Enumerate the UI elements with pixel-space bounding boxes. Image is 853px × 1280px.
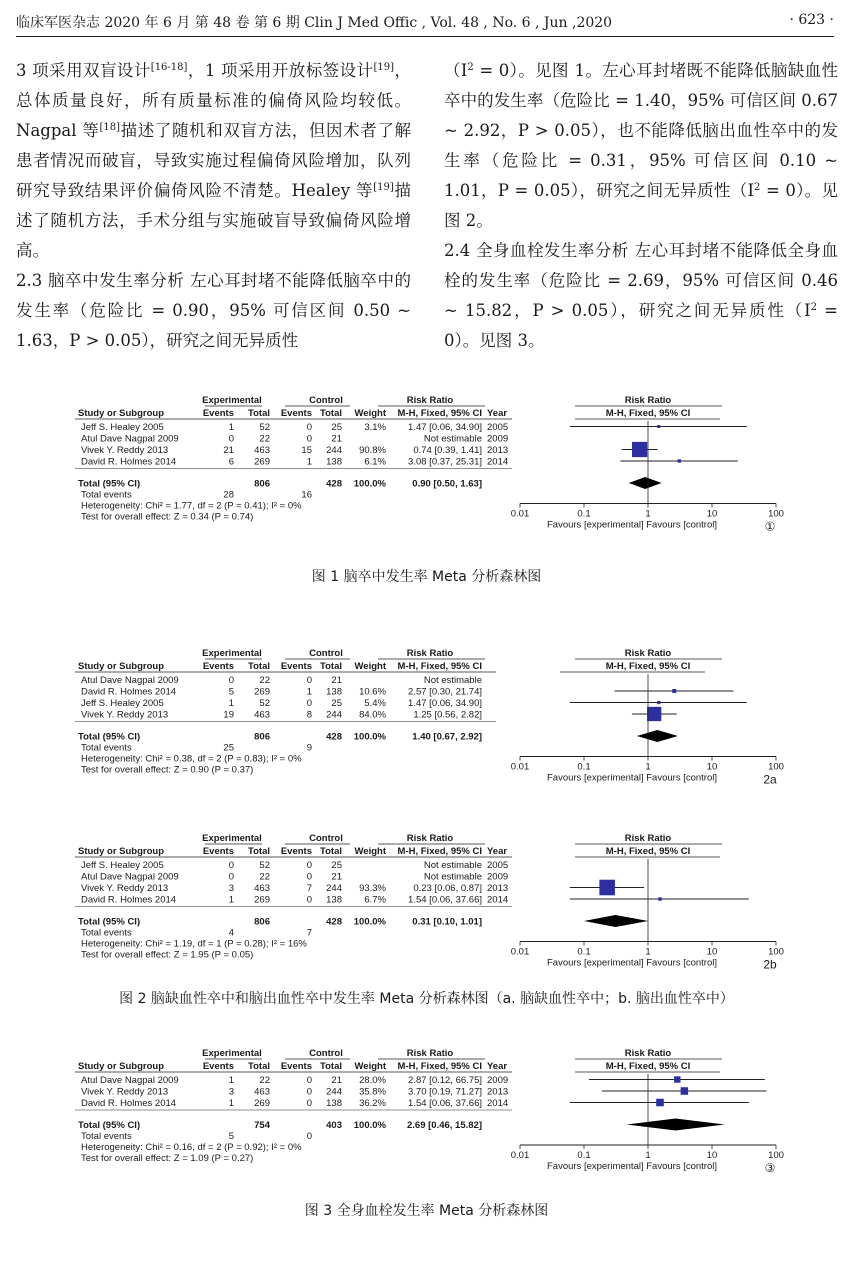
- risk-ratio-ci: Not estimable: [423, 860, 482, 871]
- ctl-events: 7: [306, 883, 312, 894]
- risk-ratio-header: Risk Ratio: [406, 833, 454, 844]
- ctl-total: 244: [326, 1086, 342, 1098]
- exp-events: 1: [228, 1075, 234, 1086]
- exp-total: 463: [254, 883, 270, 894]
- forest-plot-2b: [0, 830, 853, 985]
- forest-plot-3: [0, 1045, 853, 1195]
- total-ctl-events: 7: [306, 927, 312, 939]
- summary-diamond: [584, 915, 648, 927]
- ctl-total: 244: [326, 883, 342, 894]
- page-number: · 623 ·: [789, 12, 834, 28]
- point-estimate: [681, 1087, 689, 1095]
- paragraph: [444, 56, 838, 236]
- weight-column-header: Weight: [354, 846, 386, 857]
- total-exp-events: 4: [228, 927, 234, 939]
- x-tick-label: 10: [706, 761, 718, 773]
- total-column-header: Total: [320, 846, 342, 857]
- risk-ratio-header: Risk Ratio: [624, 395, 672, 406]
- ctl-events: 0: [306, 433, 312, 445]
- exp-events: 1: [228, 422, 234, 433]
- favours-label: Favours [experimental] Favours [control]: [546, 519, 718, 531]
- risk-ratio-header: Risk Ratio: [406, 648, 454, 659]
- total-column-header: Total: [320, 1061, 342, 1072]
- heterogeneity-stat: Heterogeneity: Chi² = 1.19, df = 1 (P = 0.28); I² = 16%: [81, 938, 307, 950]
- exp-total: 22: [259, 871, 270, 883]
- year-column-header: Year: [487, 1061, 508, 1072]
- ctl-events: 1: [306, 686, 312, 698]
- events-column-header: Events: [280, 846, 312, 857]
- risk-ratio-ci: Not estimable: [423, 871, 482, 883]
- ctl-total: 21: [331, 871, 342, 883]
- risk-ratio-ci: 1.47 [0.06, 34.90]: [408, 422, 482, 433]
- overall-effect-stat: Test for overall effect: Z = 0.90 (P = 0.37): [81, 764, 254, 776]
- text-span: 3 项采用双盲设计: [16, 61, 151, 80]
- study-weight: 10.6%: [359, 686, 386, 698]
- forest-plot-2a-svg: [0, 645, 853, 805]
- point-estimate: [599, 880, 615, 896]
- risk-ratio-ci: Not estimable: [423, 675, 482, 686]
- events-column-header: Events: [280, 661, 312, 672]
- x-tick-label: 10: [706, 508, 718, 520]
- page-header: [16, 12, 834, 32]
- weight-column-header: Weight: [354, 661, 386, 672]
- study-weight: 28.0%: [359, 1075, 386, 1086]
- study-name: Vivek Y. Reddy 2013: [81, 445, 169, 456]
- total-events-label: Total events: [81, 927, 132, 939]
- study-year: 2009: [487, 871, 509, 883]
- exp-events: 3: [228, 883, 234, 894]
- ctl-events: 15: [301, 445, 312, 456]
- x-tick-label: 0.1: [577, 1150, 591, 1161]
- study-year: 2009: [487, 433, 509, 445]
- method-column-header: M-H, Fixed, 95% CI: [605, 1061, 691, 1072]
- weight-column-header: Weight: [354, 408, 386, 419]
- total-column-header: Total: [248, 846, 270, 857]
- exp-total: 269: [254, 894, 270, 906]
- study-year: 2005: [487, 422, 509, 433]
- risk-ratio-ci: 2.57 [0.30, 21.74]: [408, 686, 482, 698]
- risk-ratio-header: Risk Ratio: [406, 1048, 454, 1059]
- ctl-total-sum: 428: [326, 478, 342, 490]
- panel-label: 2b: [763, 957, 777, 972]
- study-name: Atul Dave Nagpal 2009: [81, 675, 179, 686]
- study-weight: 6.1%: [364, 456, 386, 468]
- control-header: Control: [309, 395, 343, 406]
- study-name: David R. Holmes 2014: [81, 1098, 177, 1109]
- forest-plot-2a: [0, 645, 853, 805]
- ctl-events: 0: [306, 860, 312, 871]
- overall-effect-stat: Test for overall effect: Z = 0.34 (P = 0.74): [81, 511, 254, 523]
- method-column-header: M-H, Fixed, 95% CI: [397, 846, 482, 857]
- control-header: Control: [309, 833, 343, 844]
- total-column-header: Total: [248, 1061, 270, 1072]
- risk-ratio-ci: 0.74 [0.39, 1.41]: [413, 445, 482, 456]
- forest-plot-1: [0, 392, 853, 562]
- ctl-events: 0: [306, 1075, 312, 1086]
- exp-events: 3: [228, 1086, 234, 1098]
- study-year: 2005: [487, 860, 509, 871]
- heterogeneity-stat: Heterogeneity: Chi² = 1.77, df = 2 (P = 0.41); I² = 0%: [81, 500, 302, 512]
- events-column-header: Events: [280, 1061, 312, 1072]
- total-exp-events: 28: [223, 489, 234, 501]
- ctl-total-sum: 428: [326, 916, 342, 928]
- summary-diamond: [626, 1119, 724, 1131]
- x-tick-label: 100: [768, 761, 784, 773]
- risk-ratio-ci: 3.08 [0.37, 25.31]: [408, 456, 482, 468]
- experimental-header: Experimental: [202, 833, 262, 844]
- study-name: Jeff S. Healey 2005: [81, 860, 164, 871]
- ctl-events: 0: [306, 675, 312, 686]
- x-tick-label: 100: [768, 1150, 784, 1161]
- heterogeneity-stat: Heterogeneity: Chi² = 0.38, df = 2 (P = 0.83); I² = 0%: [81, 753, 302, 765]
- total-label: Total (95% CI): [78, 478, 141, 490]
- risk-ratio-ci: 1.54 [0.06, 37.66]: [408, 1098, 482, 1109]
- text-span: = 0）。见图 1。左心耳封堵既不能降低脑缺血性卒中的发生率（危险比 = 1.40，95% 可信区间 0.67 ~ 2.92，P > 0.05），也不能降低脑出血性卒中的发生率（危险比 = 0.31，95% 可信区间 0.10 ~ 1.01，P = 0.05），研究之间无异质性（I: [444, 61, 838, 200]
- overall-effect-stat: Test for overall effect: Z = 1.09 (P = 0.27): [81, 1153, 254, 1164]
- summary-diamond: [629, 477, 662, 489]
- study-name: Atul Dave Nagpal 2009: [81, 871, 179, 883]
- total-column-header: Total: [248, 408, 270, 419]
- total-label: Total (95% CI): [78, 731, 141, 743]
- exp-total: 22: [259, 1075, 270, 1086]
- ctl-total: 138: [326, 1098, 342, 1109]
- panel-label: ③: [764, 1161, 776, 1175]
- exp-total: 269: [254, 456, 270, 468]
- study-name: Atul Dave Nagpal 2009: [81, 1075, 179, 1086]
- events-column-header: Events: [202, 846, 234, 857]
- study-year: 2014: [487, 894, 509, 906]
- study-column-header: Study or Subgroup: [78, 846, 165, 857]
- point-estimate: [674, 1076, 680, 1082]
- exp-total: 52: [259, 422, 270, 433]
- x-tick-label: 0.1: [577, 761, 591, 773]
- total-exp-events: 25: [223, 742, 234, 754]
- ctl-total: 21: [331, 675, 342, 686]
- forest-plot-2b-svg: [0, 830, 853, 985]
- study-year: 2013: [487, 1086, 509, 1098]
- header-rule: [16, 36, 834, 37]
- figure-3-caption: 图 3 全身血栓发生率 Meta 分析森林图: [304, 1203, 549, 1219]
- text-span: 描述了随机和双盲方法，但因术者了解患者情况而破盲，导致实施过程偏倚风险增加，队列研究导致结果评价偏倚风险不清楚。Healey 等: [16, 121, 412, 200]
- ctl-events: 8: [306, 709, 312, 721]
- events-column-header: Events: [202, 1061, 234, 1072]
- study-column-header: Study or Subgroup: [78, 1061, 165, 1072]
- text-span: = 0）。见图 2。: [444, 181, 838, 230]
- ctl-events: 0: [306, 871, 312, 883]
- risk-ratio-ci: 3.70 [0.19, 71.27]: [408, 1086, 482, 1098]
- text-span: （I: [444, 61, 468, 80]
- exp-events: 1: [228, 698, 234, 709]
- text-span: ，总体质量良好，所有质量标准的偏倚风险均较低。Nagpal 等: [16, 61, 411, 140]
- exp-events: 19: [223, 709, 234, 721]
- point-estimate: [632, 442, 647, 457]
- events-column-header: Events: [202, 661, 234, 672]
- figure-2-caption: 图 2 脑缺血性卒中和脑出血性卒中发生率 Meta 分析森林图（a. 脑缺血性卒中；b. 脑出血性卒中）: [119, 991, 734, 1007]
- paragraph: [16, 266, 411, 356]
- favours-label: Favours [experimental] Favours [control]: [546, 1161, 718, 1172]
- risk-ratio-header: Risk Ratio: [406, 395, 454, 406]
- x-tick-label: 1: [645, 946, 651, 958]
- study-column-header: Study or Subgroup: [78, 661, 165, 672]
- text-span: ，1 项采用开放标签设计: [187, 61, 374, 80]
- year-column-header: Year: [487, 846, 508, 857]
- x-tick-label: 10: [706, 1150, 718, 1161]
- paragraph: [16, 56, 411, 266]
- forest-plot-1-svg: [0, 392, 853, 562]
- events-column-header: Events: [280, 408, 312, 419]
- point-estimate: [678, 459, 681, 462]
- exp-total-sum: 754: [254, 1120, 270, 1131]
- study-weight: 90.8%: [359, 445, 386, 456]
- exp-total: 269: [254, 686, 270, 698]
- study-weight: 35.8%: [359, 1086, 386, 1098]
- ctl-total: 138: [326, 686, 342, 698]
- exp-events: 0: [228, 675, 234, 686]
- citation-superscript: [19]: [373, 62, 395, 73]
- method-column-header: M-H, Fixed, 95% CI: [605, 846, 691, 857]
- exp-events: 6: [228, 456, 234, 468]
- ctl-total: 21: [331, 1075, 342, 1086]
- method-column-header: M-H, Fixed, 95% CI: [397, 408, 482, 419]
- total-events-label: Total events: [81, 1131, 132, 1142]
- method-column-header: M-H, Fixed, 95% CI: [605, 661, 691, 672]
- ctl-total: 244: [326, 709, 342, 721]
- text-column-right: [444, 56, 838, 356]
- total-weight: 100.0%: [353, 478, 386, 490]
- x-tick-label: 0.1: [577, 508, 591, 520]
- ctl-total-sum: 428: [326, 731, 342, 743]
- ctl-events: 0: [306, 422, 312, 433]
- exp-total: 463: [254, 1086, 270, 1098]
- x-tick-label: 0.01: [510, 946, 530, 958]
- total-ctl-events: 0: [306, 1131, 312, 1142]
- study-column-header: Study or Subgroup: [78, 408, 165, 419]
- study-name: David R. Holmes 2014: [81, 686, 177, 698]
- total-column-header: Total: [320, 408, 342, 419]
- point-estimate: [672, 689, 676, 693]
- risk-ratio-header: Risk Ratio: [624, 648, 672, 659]
- ctl-total: 138: [326, 894, 342, 906]
- x-tick-label: 100: [768, 508, 784, 520]
- study-weight: 3.1%: [364, 422, 386, 433]
- exp-events: 21: [223, 445, 234, 456]
- exp-events: 0: [228, 860, 234, 871]
- point-estimate: [647, 707, 661, 721]
- risk-ratio-header: Risk Ratio: [624, 1048, 672, 1059]
- total-events-label: Total events: [81, 489, 132, 501]
- exp-total: 463: [254, 445, 270, 456]
- control-header: Control: [309, 648, 343, 659]
- control-header: Control: [309, 1048, 343, 1059]
- exp-events: 5: [228, 686, 234, 698]
- method-column-header: M-H, Fixed, 95% CI: [397, 661, 482, 672]
- x-tick-label: 1: [645, 761, 651, 773]
- exp-total: 463: [254, 709, 270, 721]
- ctl-total: 25: [331, 698, 342, 709]
- x-tick-label: 0.01: [510, 1150, 530, 1161]
- ctl-events: 0: [306, 698, 312, 709]
- study-name: Atul Dave Nagpal 2009: [81, 433, 179, 445]
- experimental-header: Experimental: [202, 648, 262, 659]
- ctl-events: 0: [306, 1086, 312, 1098]
- exp-total-sum: 806: [254, 916, 270, 928]
- study-name: David R. Holmes 2014: [81, 894, 177, 906]
- study-year: 2013: [487, 883, 509, 894]
- exp-total-sum: 806: [254, 731, 270, 743]
- study-name: Jeff S. Healey 2005: [81, 422, 164, 433]
- ctl-events: 0: [306, 1098, 312, 1109]
- x-tick-label: 10: [706, 946, 718, 958]
- citation-superscript: 2: [754, 182, 761, 193]
- exp-total: 269: [254, 1098, 270, 1109]
- total-ctl-events: 16: [301, 489, 312, 501]
- panel-label: 2a: [763, 772, 777, 787]
- study-name: Vivek Y. Reddy 2013: [81, 1086, 169, 1098]
- text-column-left: [16, 56, 411, 356]
- exp-events: 0: [228, 433, 234, 445]
- text-span: 描述了随机方法，手术分组与实施破盲导致偏倚风险增高。: [16, 181, 411, 260]
- year-column-header: Year: [487, 408, 508, 419]
- point-estimate: [658, 897, 661, 900]
- point-estimate: [657, 425, 660, 428]
- citation-superscript: 2: [467, 62, 474, 73]
- figure-1-caption: 图 1 脑卒中发生率 Meta 分析森林图: [311, 569, 542, 585]
- exp-total-sum: 806: [254, 478, 270, 490]
- text-span: 2.3 脑卒中发生率分析 左心耳封堵不能降低脑卒中的发生率（危险比 = 0.90，95% 可信区间 0.50 ~ 1.63，P > 0.05），研究之间无异质性: [16, 271, 411, 350]
- exp-events: 0: [228, 871, 234, 883]
- exp-total: 52: [259, 860, 270, 871]
- study-year: 2013: [487, 445, 509, 456]
- study-year: 2014: [487, 1098, 509, 1109]
- forest-plot-3-svg: [0, 1045, 853, 1195]
- point-estimate: [656, 1099, 664, 1107]
- experimental-header: Experimental: [202, 395, 262, 406]
- citation-superscript: [18]: [99, 122, 121, 133]
- study-year: 2014: [487, 456, 509, 468]
- favours-label: Favours [experimental] Favours [control]: [546, 957, 718, 969]
- study-weight: 6.7%: [364, 894, 386, 906]
- x-tick-label: 0.1: [577, 946, 591, 958]
- total-exp-events: 5: [228, 1131, 234, 1142]
- x-tick-label: 0.01: [510, 761, 530, 773]
- experimental-header: Experimental: [202, 1048, 262, 1059]
- total-risk-ratio-ci: 0.31 [0.10, 1.01]: [412, 916, 482, 928]
- total-events-label: Total events: [81, 742, 132, 754]
- risk-ratio-ci: 1.54 [0.06, 37.66]: [408, 894, 482, 906]
- ctl-total: 25: [331, 860, 342, 871]
- risk-ratio-ci: 1.47 [0.06, 34.90]: [408, 698, 482, 709]
- total-label: Total (95% CI): [78, 916, 141, 928]
- total-risk-ratio-ci: 1.40 [0.67, 2.92]: [412, 731, 482, 743]
- exp-total: 22: [259, 433, 270, 445]
- risk-ratio-ci: 0.23 [0.06, 0.87]: [413, 883, 482, 894]
- point-estimate: [657, 701, 660, 704]
- citation-superscript: 2: [810, 302, 818, 313]
- study-name: Vivek Y. Reddy 2013: [81, 883, 169, 894]
- study-name: David R. Holmes 2014: [81, 456, 177, 468]
- ctl-events: 0: [306, 894, 312, 906]
- risk-ratio-ci: 1.25 [0.56, 2.82]: [413, 709, 482, 721]
- total-column-header: Total: [248, 661, 270, 672]
- ctl-total: 244: [326, 445, 342, 456]
- study-name: Jeff S. Healey 2005: [81, 698, 164, 709]
- citation-superscript: [16-18]: [150, 62, 188, 73]
- x-tick-label: 1: [645, 508, 651, 520]
- risk-ratio-ci: Not estimable: [423, 433, 482, 445]
- ctl-total: 25: [331, 422, 342, 433]
- exp-total: 52: [259, 698, 270, 709]
- study-year: 2009: [487, 1075, 509, 1086]
- panel-label: ①: [764, 519, 776, 534]
- exp-events: 1: [228, 894, 234, 906]
- x-tick-label: 0.01: [510, 508, 530, 520]
- weight-column-header: Weight: [354, 1061, 386, 1072]
- overall-effect-stat: Test for overall effect: Z = 1.95 (P = 0.05): [81, 949, 254, 961]
- study-weight: 36.2%: [359, 1098, 386, 1109]
- total-weight: 100.0%: [353, 731, 386, 743]
- ctl-total-sum: 403: [326, 1120, 342, 1131]
- x-tick-label: 100: [768, 946, 784, 958]
- method-column-header: M-H, Fixed, 95% CI: [397, 1061, 482, 1072]
- risk-ratio-header: Risk Ratio: [624, 833, 672, 844]
- events-column-header: Events: [202, 408, 234, 419]
- exp-total: 22: [259, 675, 270, 686]
- method-column-header: M-H, Fixed, 95% CI: [605, 408, 691, 419]
- journal-info: 临床军医杂志 2020 年 6 月 第 48 卷 第 6 期 Clin J Med Offic , Vol. 48 , No. 6 , Jun ,2020: [16, 15, 613, 31]
- total-risk-ratio-ci: 2.69 [0.46, 15.82]: [407, 1120, 482, 1131]
- ctl-total: 21: [331, 433, 342, 445]
- summary-diamond: [637, 730, 678, 742]
- total-risk-ratio-ci: 0.90 [0.50, 1.63]: [412, 478, 482, 490]
- citation-superscript: [19]: [373, 182, 394, 193]
- ctl-events: 1: [306, 456, 312, 468]
- ctl-total: 138: [326, 456, 342, 468]
- total-weight: 100.0%: [353, 1120, 386, 1131]
- total-ctl-events: 9: [306, 742, 312, 754]
- paragraph: [444, 236, 838, 356]
- favours-label: Favours [experimental] Favours [control]: [546, 772, 718, 784]
- study-weight: 5.4%: [364, 698, 386, 709]
- total-weight: 100.0%: [353, 916, 386, 928]
- exp-events: 1: [228, 1098, 234, 1109]
- x-tick-label: 1: [645, 1150, 651, 1161]
- text-span: 2.4 全身血栓发生率分析 左心耳封堵不能降低全身血栓的发生率（危险比 = 2.69，95% 可信区间 0.46 ~ 15.82，P > 0.05），研究之间无异质性（I: [444, 241, 838, 320]
- study-weight: 84.0%: [359, 709, 386, 721]
- text-span: = 0）。见图 3。: [444, 301, 838, 350]
- study-name: Vivek Y. Reddy 2013: [81, 709, 169, 721]
- study-weight: 93.3%: [359, 883, 386, 894]
- heterogeneity-stat: Heterogeneity: Chi² = 0.16, df = 2 (P = 0.92); I² = 0%: [81, 1142, 302, 1153]
- risk-ratio-ci: 2.87 [0.12, 66.75]: [408, 1075, 482, 1086]
- total-column-header: Total: [320, 661, 342, 672]
- total-label: Total (95% CI): [78, 1120, 141, 1131]
